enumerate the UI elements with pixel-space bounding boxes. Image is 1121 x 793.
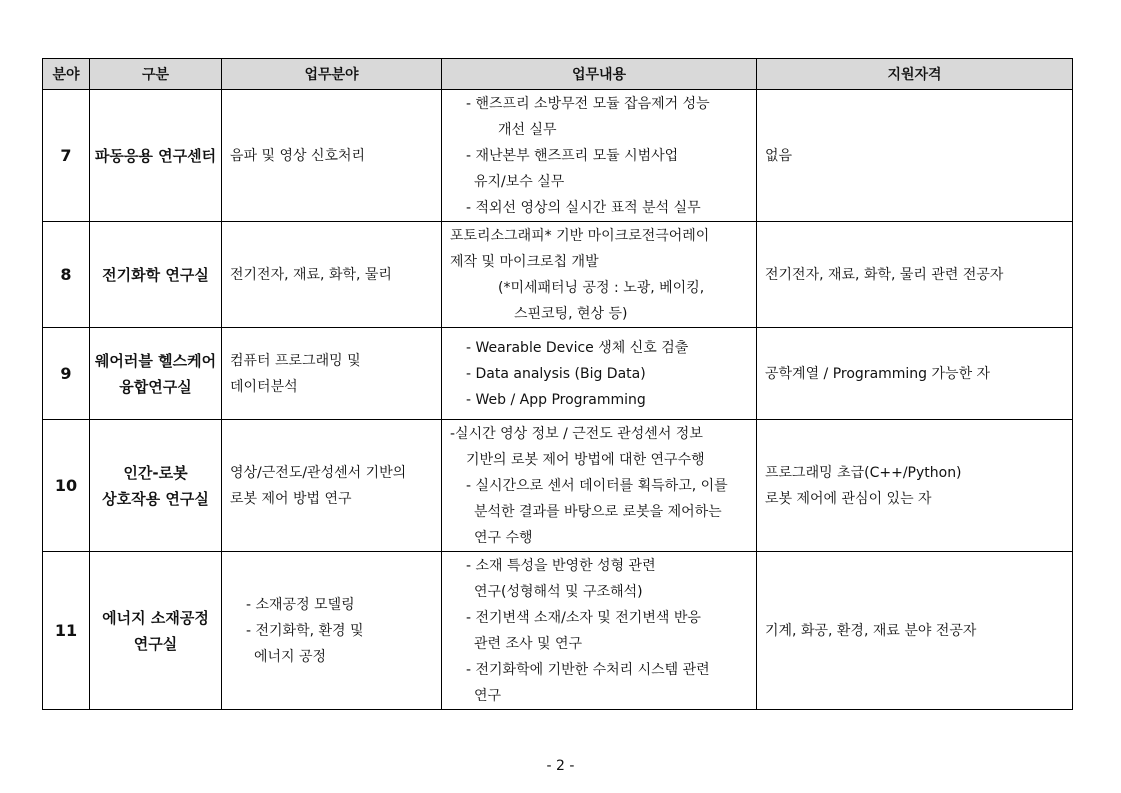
- table-header-row: [43, 59, 1073, 90]
- category-line: 전기화학 연구실: [102, 265, 209, 284]
- work-line: 개선 실무: [498, 121, 557, 138]
- work-line: 연구: [474, 687, 502, 704]
- recruitment-table: [42, 58, 1073, 710]
- work-line: - 전기변색 소재/소자 및 전기변색 반응: [466, 609, 701, 626]
- qualification-line: 공학계열 / Programming 가능한 자: [765, 365, 991, 382]
- category-line: 상호작용 연구실: [102, 489, 209, 508]
- category-line: 융합연구실: [119, 377, 192, 396]
- row-number: 10: [43, 420, 90, 552]
- work-line: 분석한 결과를 바탕으로 로봇을 제어하는: [474, 503, 722, 520]
- work-line: 연구(성형해석 및 구조해석): [474, 583, 643, 600]
- row-number: 11: [43, 552, 90, 710]
- row-work-field: [222, 552, 442, 710]
- work-line: - Web / App Programming: [466, 391, 646, 408]
- category-line: 연구실: [133, 634, 178, 653]
- work-line: - 적외선 영상의 실시간 표적 분석 실무: [466, 199, 701, 216]
- table-row: [43, 552, 1073, 710]
- work-line: - 전기화학에 기반한 수처리 시스템 관련: [466, 661, 710, 678]
- row-work-field: [222, 222, 442, 328]
- header-field-no: 분야: [43, 59, 90, 90]
- qualification-line: 없음: [765, 147, 793, 164]
- table-row: [43, 420, 1073, 552]
- row-qualification: [757, 328, 1073, 420]
- row-work-field: [222, 328, 442, 420]
- row-category: [90, 328, 222, 420]
- work-line: 스핀코팅, 현상 등): [514, 305, 628, 322]
- category-line: 인간-로봇: [123, 463, 188, 482]
- work-line: 관련 조사 및 연구: [474, 635, 583, 652]
- row-work-content: [442, 552, 757, 710]
- work-line: - Wearable Device 생체 신호 검출: [466, 339, 689, 356]
- qualification-line: 기계, 화공, 환경, 재료 분야 전공자: [765, 622, 977, 639]
- qualification-line: 로봇 제어에 관심이 있는 자: [765, 490, 932, 507]
- work-line: 연구 수행: [474, 529, 533, 546]
- table-row: [43, 328, 1073, 420]
- work-line: - 소재 특성을 반영한 성형 관련: [466, 557, 656, 574]
- field-line: 영상/근전도/관성센서 기반의: [230, 464, 407, 481]
- row-work-content: [442, 420, 757, 552]
- row-number: 7: [43, 90, 90, 222]
- row-number: 9: [43, 328, 90, 420]
- category-line: 웨어러블 헬스케어: [94, 351, 217, 370]
- work-line: 유지/보수 실무: [474, 173, 565, 190]
- category-line: 에너지 소재공정: [102, 608, 209, 627]
- row-work-field: [222, 90, 442, 222]
- work-line: - Data analysis (Big Data): [466, 365, 646, 382]
- qualification-line: 전기전자, 재료, 화학, 물리 관련 전공자: [765, 266, 1004, 283]
- field-line: - 소재공정 모델링: [246, 596, 355, 613]
- table-row: [43, 222, 1073, 328]
- page-number: - 2 -: [546, 758, 575, 774]
- work-line: - 핸즈프리 소방무전 모듈 잡음제거 성능: [466, 95, 710, 112]
- table-row: [43, 90, 1073, 222]
- row-work-field: [222, 420, 442, 552]
- work-line: - 재난본부 핸즈프리 모듈 시범사업: [466, 147, 679, 164]
- row-category: [90, 420, 222, 552]
- row-work-content: [442, 328, 757, 420]
- header-qualification: 지원자격: [757, 59, 1073, 90]
- work-line: - 실시간으로 센서 데이터를 획득하고, 이를: [466, 477, 728, 494]
- work-line: -실시간 영상 정보 / 근전도 관성센서 정보: [450, 425, 703, 442]
- qualification-line: 프로그래밍 초급(C++/Python): [765, 464, 962, 481]
- work-line: 기반의 로봇 제어 방법에 대한 연구수행: [466, 451, 705, 468]
- row-work-content: [442, 222, 757, 328]
- row-work-content: [442, 90, 757, 222]
- field-line: 컴퓨터 프로그래밍 및: [230, 352, 361, 369]
- header-work-field: 업무분야: [222, 59, 442, 90]
- work-line: 제작 및 마이크로칩 개발: [450, 253, 599, 270]
- row-category: [90, 90, 222, 222]
- field-line: 데이터분석: [230, 378, 298, 395]
- row-number: 8: [43, 222, 90, 328]
- field-line: 에너지 공정: [254, 648, 327, 665]
- row-qualification: [757, 552, 1073, 710]
- row-qualification: [757, 222, 1073, 328]
- work-line: (*미세패터닝 공정 : 노광, 베이킹,: [498, 279, 705, 296]
- field-line: 음파 및 영상 신호처리: [230, 147, 366, 164]
- header-category: 구분: [90, 59, 222, 90]
- work-line: 포토리소그래피* 기반 마이크로전극어레이: [450, 227, 710, 244]
- row-qualification: [757, 420, 1073, 552]
- field-line: 로봇 제어 방법 연구: [230, 490, 352, 507]
- row-qualification: [757, 90, 1073, 222]
- header-work-content: 업무내용: [442, 59, 757, 90]
- row-category: [90, 552, 222, 710]
- row-category: [90, 222, 222, 328]
- field-line: 전기전자, 재료, 화학, 물리: [230, 266, 392, 283]
- category-line: 파동응용 연구센터: [94, 146, 217, 165]
- field-line: - 전기화학, 환경 및: [246, 622, 364, 639]
